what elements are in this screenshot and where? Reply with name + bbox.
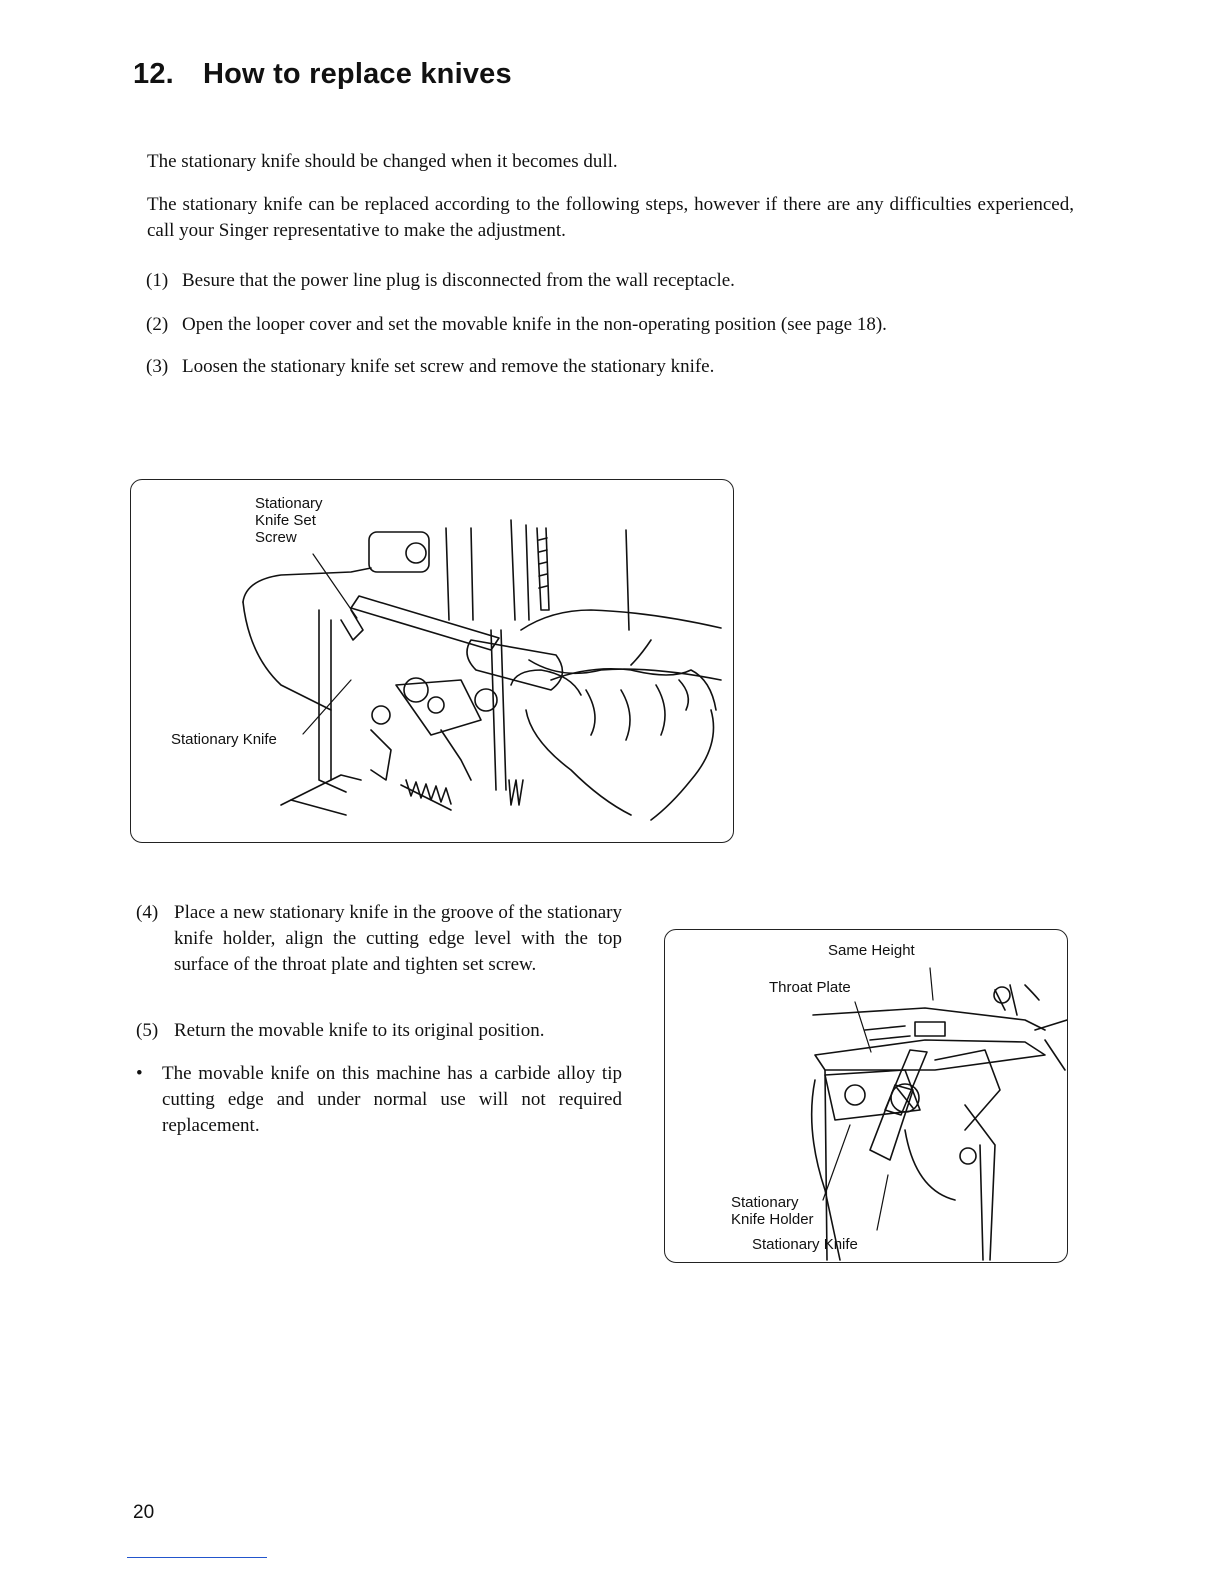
machine-illustration-2 <box>665 930 1067 1262</box>
step-3-number: (3) <box>146 356 169 377</box>
step-5-number: (5) <box>136 1020 159 1041</box>
figure-stationary-knife-install <box>664 929 1068 1263</box>
label-stationary-knife-2: Stationary Knife <box>752 1236 858 1253</box>
step-4-number: (4) <box>136 902 159 923</box>
step-5-text: Return the movable knife to its original position. <box>174 1020 545 1041</box>
step-4 <box>136 900 622 978</box>
section-title: How to replace knives <box>203 58 512 90</box>
label-stationary-knife-set-screw: Stationary Knife Set Screw <box>255 495 323 546</box>
step-3-text: Loosen the stationary knife set screw and remove the stationary knife. <box>182 356 715 377</box>
label-stationary-knife: Stationary Knife <box>171 731 277 748</box>
intro-paragraph-1: The stationary knife should be changed when it becomes dull. <box>147 151 618 172</box>
step-1-text: Besure that the power line plug is disconnected from the wall receptacle. <box>182 270 735 291</box>
label-stationary-knife-holder: Stationary Knife Holder <box>731 1194 814 1228</box>
step-3 <box>146 354 714 380</box>
note <box>136 1061 622 1139</box>
step-4-text: Place a new stationary knife in the groove of the stationary knife holder, align the cutting edge level with the top surface of the throat plate and tighten set screw. <box>174 902 622 975</box>
step-2-text: Open the looper cover and set the movable knife in the non-operating position (see page 18). <box>182 314 887 335</box>
step-1-number: (1) <box>146 270 169 291</box>
note-text: The movable knife on this machine has a carbide alloy tip cutting edge and under normal use will not required replacement. <box>162 1063 622 1136</box>
step-1 <box>146 268 735 294</box>
section-heading <box>133 58 512 91</box>
label-throat-plate: Throat Plate <box>769 979 851 996</box>
step-2 <box>146 312 887 338</box>
note-bullet: • <box>136 1063 143 1084</box>
page-number: 20 <box>133 1502 155 1523</box>
machine-illustration-1 <box>131 480 733 842</box>
intro-paragraph-2: The stationary knife can be replaced according to the following steps, however if there are any difficulties experienced, call your Singer representative to make the adjustment. <box>147 194 1074 241</box>
section-number: 12. <box>133 58 174 90</box>
footer-rule <box>127 1557 267 1558</box>
step-5 <box>136 1018 622 1044</box>
label-same-height: Same Height <box>828 942 915 959</box>
step-2-number: (2) <box>146 314 169 335</box>
figure-stationary-knife-removal <box>130 479 734 843</box>
